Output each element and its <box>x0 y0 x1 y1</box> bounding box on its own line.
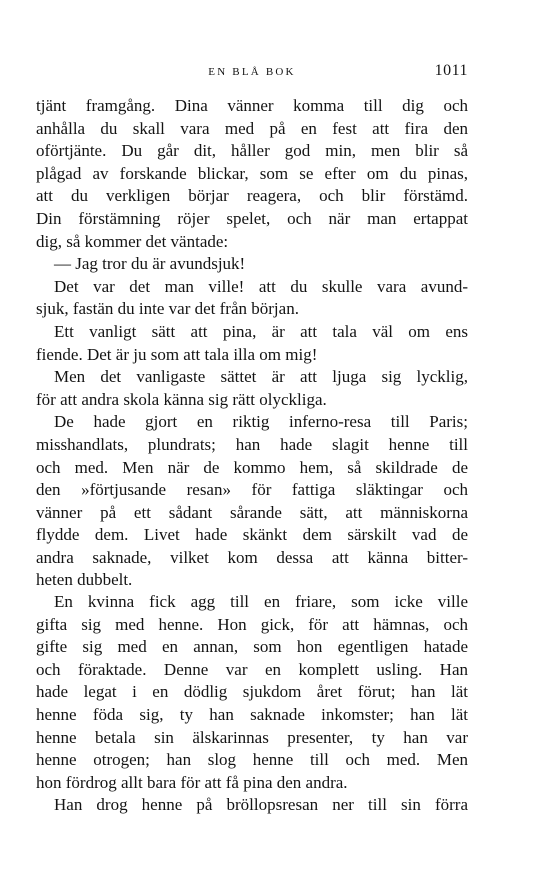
text-line: för att andra skola känna sig rätt olyckliga. <box>36 389 327 409</box>
running-head <box>36 62 468 82</box>
text-line: Men det vanligaste sättet är att ljuga sig lycklig, <box>54 367 468 387</box>
text-line: De hade gjort en riktig inferno-resa till Paris; <box>54 412 468 432</box>
text-line: henne betala sin älskarinnas presenter, ty han var <box>36 727 468 747</box>
text-line: Det var det man ville! att du skulle vara avund- <box>54 276 468 296</box>
text-block-one <box>36 95 468 592</box>
text-line: — Jag tror du är avundsjuk! <box>54 254 246 274</box>
text-line: flydde dem. Livet hade skänkt dem särskilt vad de <box>36 525 468 545</box>
text-line: sjuk, fastän du inte var det från början. <box>36 299 299 319</box>
text-line: hade legat i en dödlig sjukdom året förut; han lät <box>36 682 468 702</box>
page-number: 1011 <box>434 62 468 79</box>
text-line: andra saknade, vilket kom dessa att känna bitter- <box>36 547 468 567</box>
running-title: EN BLÅ BOK <box>208 66 296 78</box>
text-line: fiende. Det är ju som att tala illa om mig! <box>36 344 318 364</box>
text-line: En kvinna fick agg till en friare, som icke ville <box>54 592 468 611</box>
text-line: gifta sig med henne. Hon gick, för att hämnas, och <box>36 614 468 634</box>
text-line: anhålla du skall vara med på en fest att fira den <box>36 118 468 138</box>
text-block-two <box>36 591 468 817</box>
text-line: plågad av forskande blickar, som se efter om du pinas, <box>36 163 468 183</box>
text-line: och med. Men när de kommo hem, så skildrade de <box>36 457 468 477</box>
text-line: dig, så kommer det väntade: <box>36 231 229 251</box>
text-line: Han drog henne på bröllopsresan ner till sin förra <box>54 795 468 815</box>
text-line: den »förtjusande resan» för fattiga släktingar och <box>36 480 468 500</box>
text-line: henne otrogen; han slog henne till och med. Men <box>36 750 468 770</box>
text-line: Din förstämning röjer spelet, och när man ertappat <box>36 208 468 228</box>
text-line: tjänt framgång. Dina vänner komma till dig och <box>36 96 468 115</box>
text-line: att du verkligen börjar reagera, och blir förstämd. <box>36 186 468 206</box>
text-line: gifte sig med en annan, som hon egentligen hatade <box>36 637 468 657</box>
text-line: oförtjänte. Du går dit, håller god min, men blir så <box>36 141 468 161</box>
text-line: henne föda sig, ty han saknade inkomster; han lät <box>36 704 468 724</box>
text-line: Ett vanligt sätt att pina, är att tala väl om ens <box>54 321 468 341</box>
text-line: misshandlats, plundrats; han hade slagit henne till <box>36 434 468 454</box>
text-line: hon fördrog allt bara för att få pina den andra. <box>36 772 348 792</box>
text-line: och föraktade. Denne var en komplett usling. Han <box>36 659 468 679</box>
text-line: heten dubbelt. <box>36 570 133 590</box>
text-line: vänner på ett sådant sårande sätt, att människorna <box>36 502 468 522</box>
